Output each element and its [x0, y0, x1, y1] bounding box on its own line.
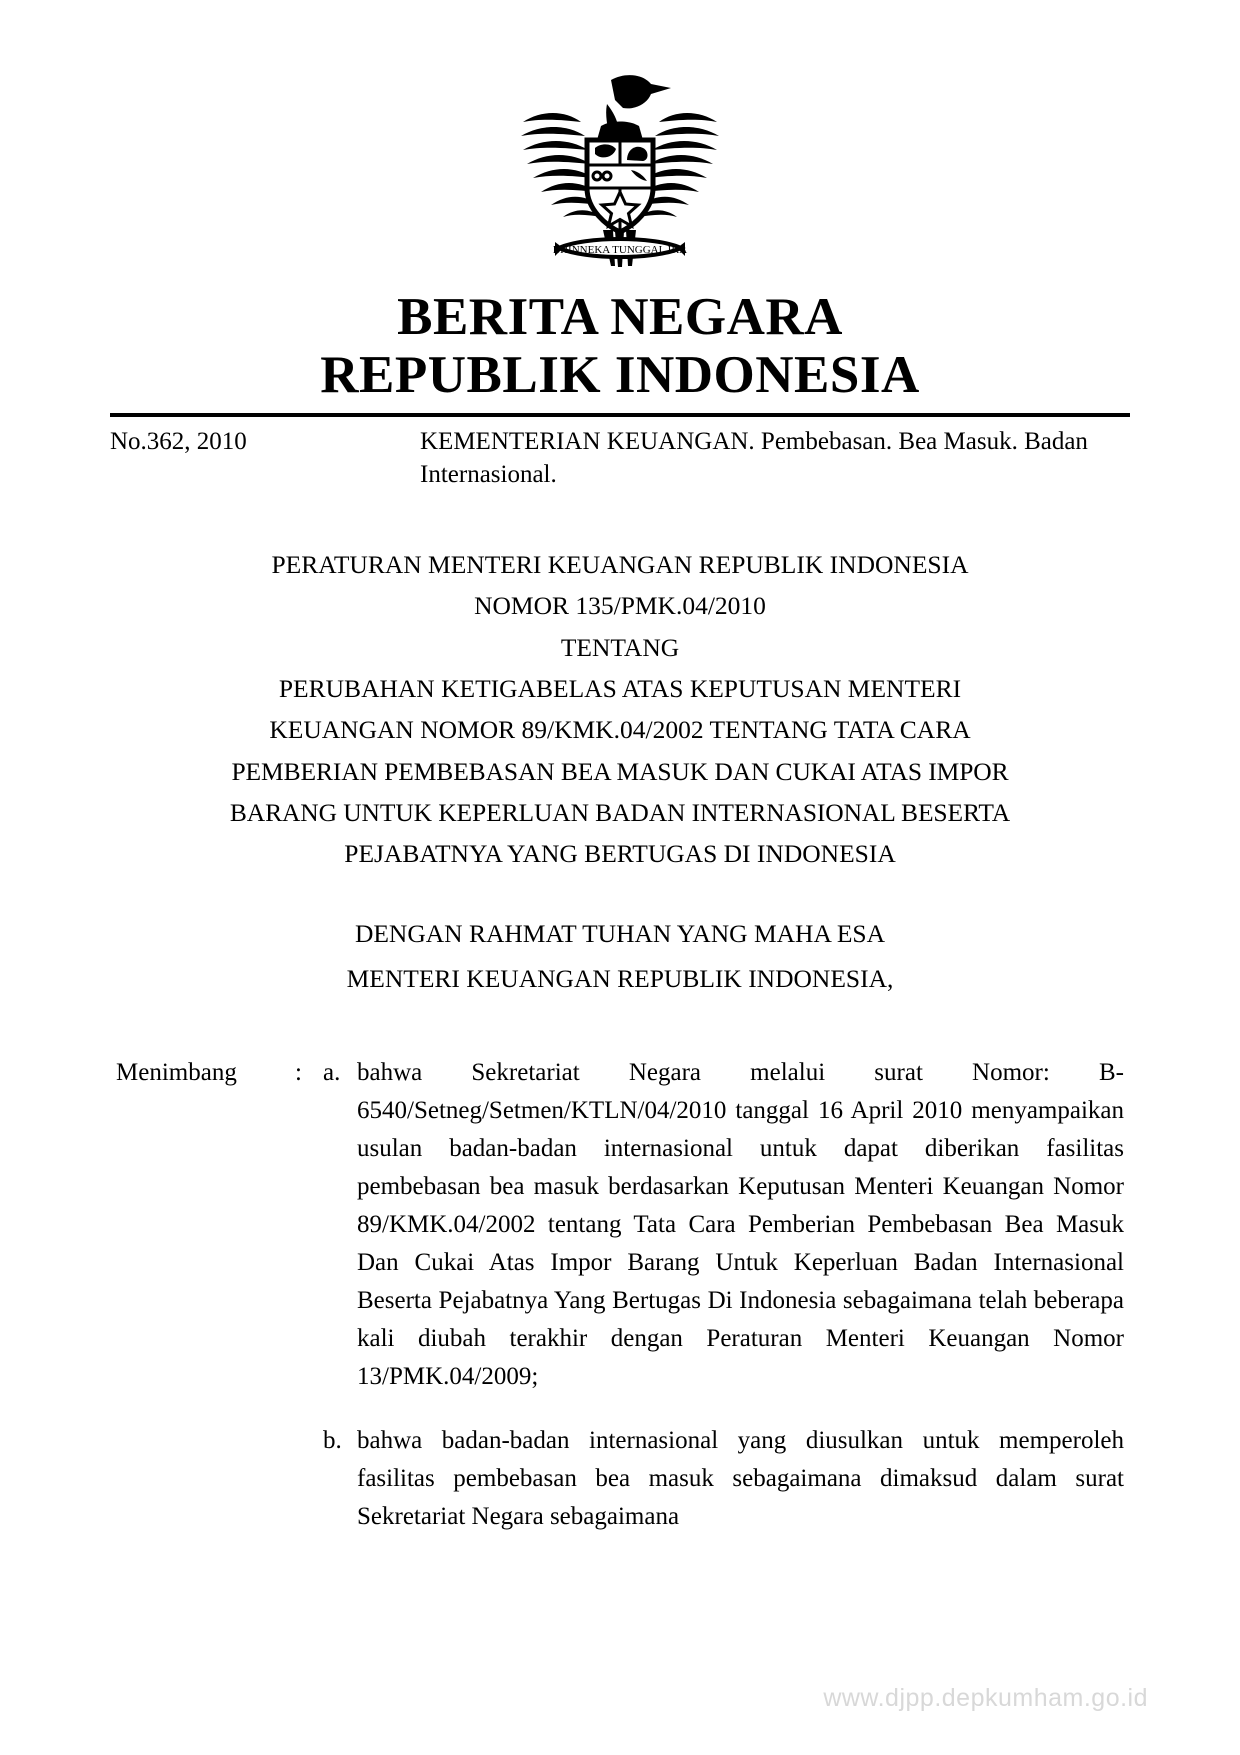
considerations-section: [110, 1054, 1130, 1536]
title-line-6: PEMBERIAN PEMBEBASAN BEA MASUK DAN CUKAI ATAS IMPOR: [231, 756, 1009, 786]
masthead: [110, 289, 1130, 405]
title-line-1: PERATURAN MENTERI KEUANGAN REPUBLIK INDONESIA: [271, 550, 969, 580]
masthead-line-2: REPUBLIK INDONESIA: [320, 345, 920, 404]
consideration-letter-b: b.: [323, 1426, 342, 1454]
header-info: [110, 425, 1130, 493]
consideration-item-b: [110, 1422, 1130, 1536]
title-line-2: NOMOR 135/PMK.04/2010: [474, 591, 766, 621]
svg-text:BHINNEKA TUNGGAL IKA: BHINNEKA TUNGGAL IKA: [552, 244, 688, 256]
title-line-4: PERUBAHAN KETIGABELAS ATAS KEPUTUSAN MENTERI: [278, 673, 962, 703]
title-line-5: KEUANGAN NOMOR 89/KMK.04/2002 TENTANG TATA CARA: [269, 715, 971, 745]
masthead-divider: [110, 413, 1130, 417]
emblem-container: [110, 70, 1130, 285]
consideration-letter-a: a.: [323, 1058, 341, 1086]
consideration-text-a: bahwa Sekretariat Negara melalui surat Nomor: B-6540/Setneg/Setmen/KTLN/04/2010 tanggal 16 April 2010 menyampaikan usulan badan-badan internasional untuk dapat diberikan fasilitas pembebasan bea masuk berdasarkan Keputusan Menteri Keuangan Nomor 89/KMK.04/2002 tentang Tata Cara Pemberian Pembebasan Bea Masuk Dan Cukai Atas Impor Barang Untuk Keperluan Badan Internasional Beserta Pejabatnya Yang Bertugas Di Indonesia sebagaimana telah beberapa kali diubah terakhir dengan Peraturan Menteri Keuangan Nomor 13/PMK.04/2009;: [357, 1058, 1124, 1390]
title-line-3: TENTANG: [560, 632, 680, 662]
considerations-colon: :: [295, 1058, 302, 1086]
title-line-8: PEJABATNYA YANG BERTUGAS DI INDONESIA: [344, 839, 896, 869]
consideration-item-a: [110, 1054, 1130, 1396]
garuda-pancasila-emblem: [515, 70, 725, 275]
masthead-line-1: BERITA NEGARA: [397, 288, 843, 346]
regulation-title: [110, 544, 1130, 874]
gazette-subject: KEMENTERIAN KEUANGAN. Pembebasan. Bea Masuk. Badan Internasional.: [420, 427, 1088, 489]
invocation-block: [110, 912, 1130, 1001]
considerations-label: Menimbang: [116, 1058, 237, 1086]
title-line-7: BARANG UNTUK KEPERLUAN BADAN INTERNASIONAL BESERTA: [229, 797, 1011, 827]
gazette-number: No.362, 2010: [110, 427, 247, 455]
invocation-line-2: MENTERI KEUANGAN REPUBLIK INDONESIA,: [346, 964, 894, 994]
consideration-text-b: bahwa badan-badan internasional yang diusulkan untuk memperoleh fasilitas pembebasan bea masuk sebagaimana dimaksud dalam surat Sekretariat Negara sebagaimana: [357, 1426, 1124, 1530]
invocation-line-1: DENGAN RAHMAT TUHAN YANG MAHA ESA: [354, 919, 886, 949]
footer-watermark: www.djpp.depkumham.go.id: [823, 1684, 1148, 1712]
